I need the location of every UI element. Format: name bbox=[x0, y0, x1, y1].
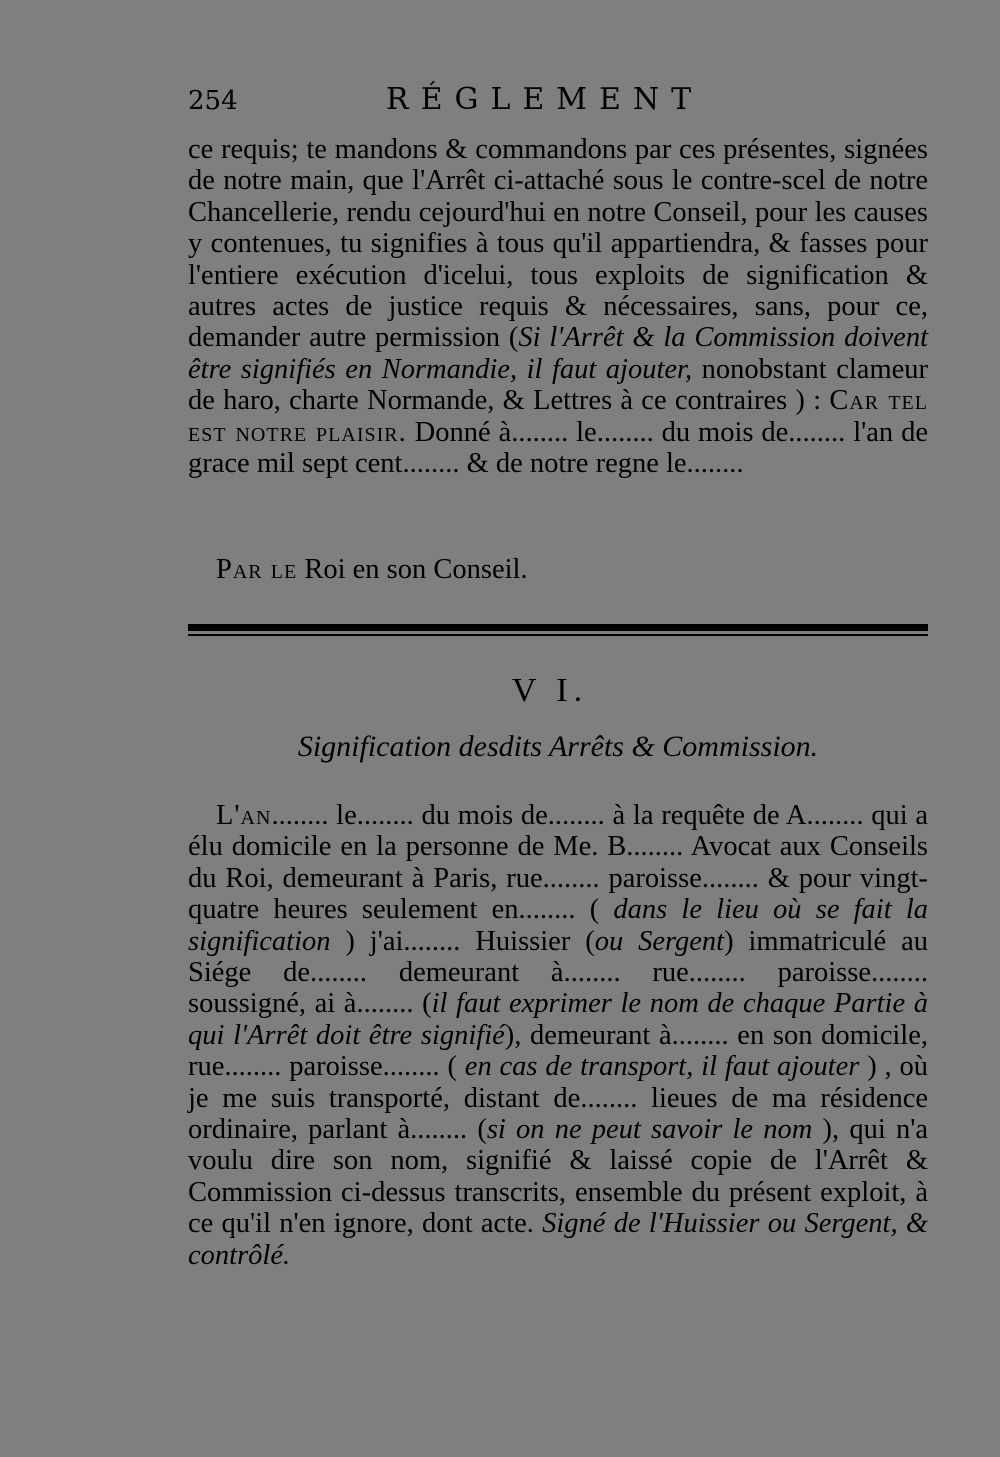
signification-text-part: ........ le........ du mois de........ à la requête de A........ qui a élu domicile en la personne de Me. B........ Avocat aux Conseils du Roi, demeurant à Paris, rue........ paroisse........ & pour vingt-quatre heures seulement en........ ( bbox=[188, 800, 928, 926]
signification-text-part: ) , où je me suis transporté, distant de........ lieues de ma résidence ordinaire, parlant à........ ( bbox=[188, 1051, 928, 1146]
signification-note: si on ne peut savoir le nom bbox=[486, 1114, 813, 1146]
signification-text-part: ), qui n'a voulu dire son nom, signifié & laissé copie de l'Arrêt & Commission ci-dessus transcrits, ensemble du présent exploit, à ce qu'il n'en ignore, dont acte. bbox=[188, 1114, 928, 1240]
signification-note: ou Sergent bbox=[594, 925, 725, 957]
signification-text bbox=[188, 800, 928, 1271]
section-title: Signification desdits Arrêts & Commission. bbox=[297, 730, 819, 763]
royal-formula: Car tel est notre plaisir. bbox=[188, 385, 928, 448]
page-number: 254 bbox=[188, 86, 238, 116]
section-divider-thick bbox=[188, 624, 928, 631]
signification-text-part: ) j'ai........ Huissier ( bbox=[345, 925, 595, 957]
signification-text-part: ) immatriculé au Siége de........ demeurant à........ rue........ paroisse........ soussigné, ai à........ ( bbox=[188, 925, 928, 1020]
commission-text bbox=[188, 134, 928, 479]
signoff-smallcaps: Par le bbox=[216, 554, 298, 585]
page-header bbox=[188, 82, 928, 122]
signification-note: en cas de transport, il faut ajouter bbox=[456, 1051, 868, 1083]
section-divider-thin bbox=[188, 634, 928, 636]
signification-note: Signé de l'Huissier ou Sergent, & contrôlé. bbox=[188, 1208, 928, 1271]
signoff-rest: Roi en son Conseil. bbox=[297, 554, 528, 585]
signification-paragraph bbox=[188, 800, 928, 1271]
section-number: V I. bbox=[511, 672, 589, 709]
running-title: RÉGLEMENT bbox=[386, 82, 704, 117]
commission-note: Si l'Arrêt & la Commission doivent être signifiés en Normandie, il faut ajouter, bbox=[188, 322, 928, 385]
signoff bbox=[216, 554, 528, 586]
opening-word: L'an bbox=[216, 800, 272, 831]
signification-note: il faut exprimer le nom de chaque Partie à qui l'Arrêt doit être signifié bbox=[188, 988, 928, 1051]
signification-text-part: ), demeurant à........ en son domicile, rue........ paroisse........ ( bbox=[188, 1019, 928, 1083]
signification-note: dans le lieu où se fait la signification bbox=[188, 894, 928, 957]
commission-text-part: nonobstant clameur de haro, charte Normande, & Lettres à ce contraires ) : bbox=[188, 353, 928, 417]
commission-text-part: ce requis; te mandons & commandons par ces présentes, signées de notre main, que l'Arrêt ci-attaché sous le contre-scel de notre Chancellerie, rendu cejourd'hui en notre Conseil, pour les causes y contenues, tu signifies à tous qu'il appartiendra, & fasses pour l'entiere exécution d'icelui, tous exploits de signification & autres actes de justice requis & nécessaires, sans, pour ce, demander autre permission ( bbox=[188, 134, 928, 354]
commission-text-part: Donné à........ le........ du mois de........ l'an de grace mil sept cent........ & de notre regne le........ bbox=[188, 416, 928, 480]
